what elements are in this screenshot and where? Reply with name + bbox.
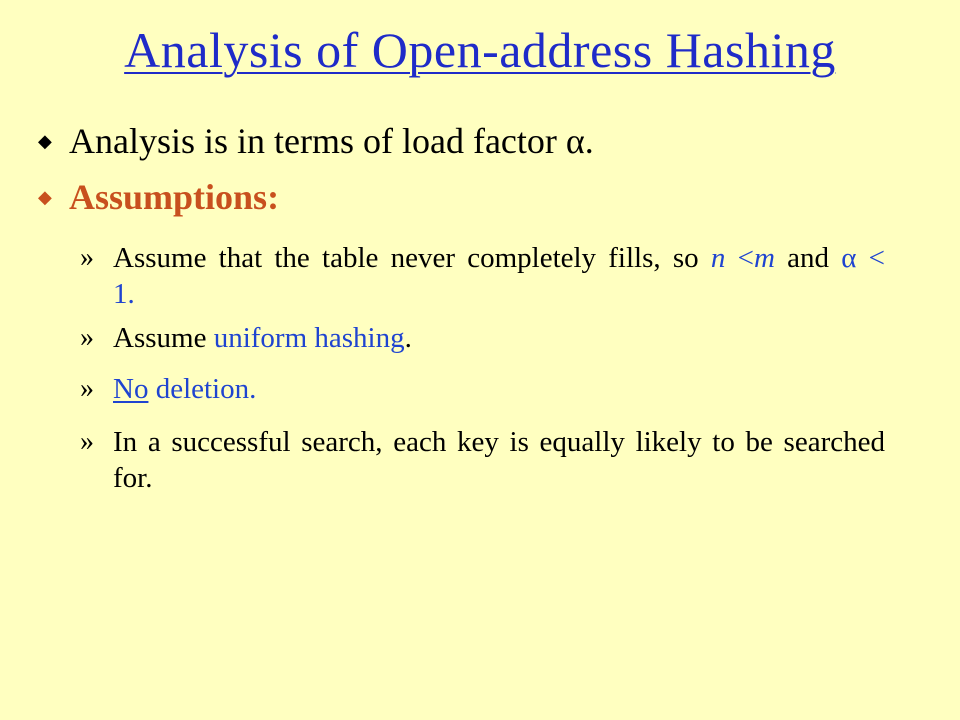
subbullet-successful-search (80, 424, 885, 496)
text-segment: Assume that the table never completely fills, so (113, 242, 711, 274)
subbullet-marker: » (80, 373, 94, 404)
uniform-hashing-term: uniform hashing (213, 322, 405, 354)
alpha-less-than-one: < 1. (113, 242, 885, 310)
less-than: < (725, 242, 754, 274)
assumptions-label: Assumptions: (69, 177, 280, 217)
text-segment: Assume (113, 322, 214, 354)
bullet-text-main: Analysis is in terms of load factor (69, 121, 566, 161)
alpha-symbol: α (841, 242, 857, 274)
slide-title: Analysis of Open-address Hashing (124, 22, 836, 78)
subbullet-table-never-fills (80, 240, 885, 312)
bullet-assumptions (38, 176, 279, 224)
no-underlined: No (113, 373, 149, 405)
var-n: n (710, 242, 726, 274)
diamond-bullet-icon: ◆ (38, 131, 52, 151)
subbullet-text: In a successful search, each key is equally likely to be searched for. (113, 426, 885, 494)
subbullet-text (113, 320, 885, 356)
alpha-symbol: α (565, 121, 585, 161)
bullet-load-factor (38, 120, 594, 168)
text-end: . (404, 322, 412, 354)
subbullet-text (113, 371, 885, 407)
subbullet-marker: » (80, 322, 94, 353)
subbullet-uniform-hashing (80, 320, 885, 356)
diamond-bullet-icon: ◆ (38, 187, 52, 207)
text-and: and (774, 242, 842, 274)
deletion-text: deletion. (148, 373, 257, 405)
bullet-text (69, 120, 594, 162)
subbullet-no-deletion (80, 371, 885, 407)
subbullet-marker: » (80, 426, 94, 457)
var-m: m (753, 242, 775, 274)
subbullet-marker: » (80, 242, 94, 273)
subbullet-text (113, 240, 885, 312)
bullet-text-end: . (584, 121, 594, 161)
